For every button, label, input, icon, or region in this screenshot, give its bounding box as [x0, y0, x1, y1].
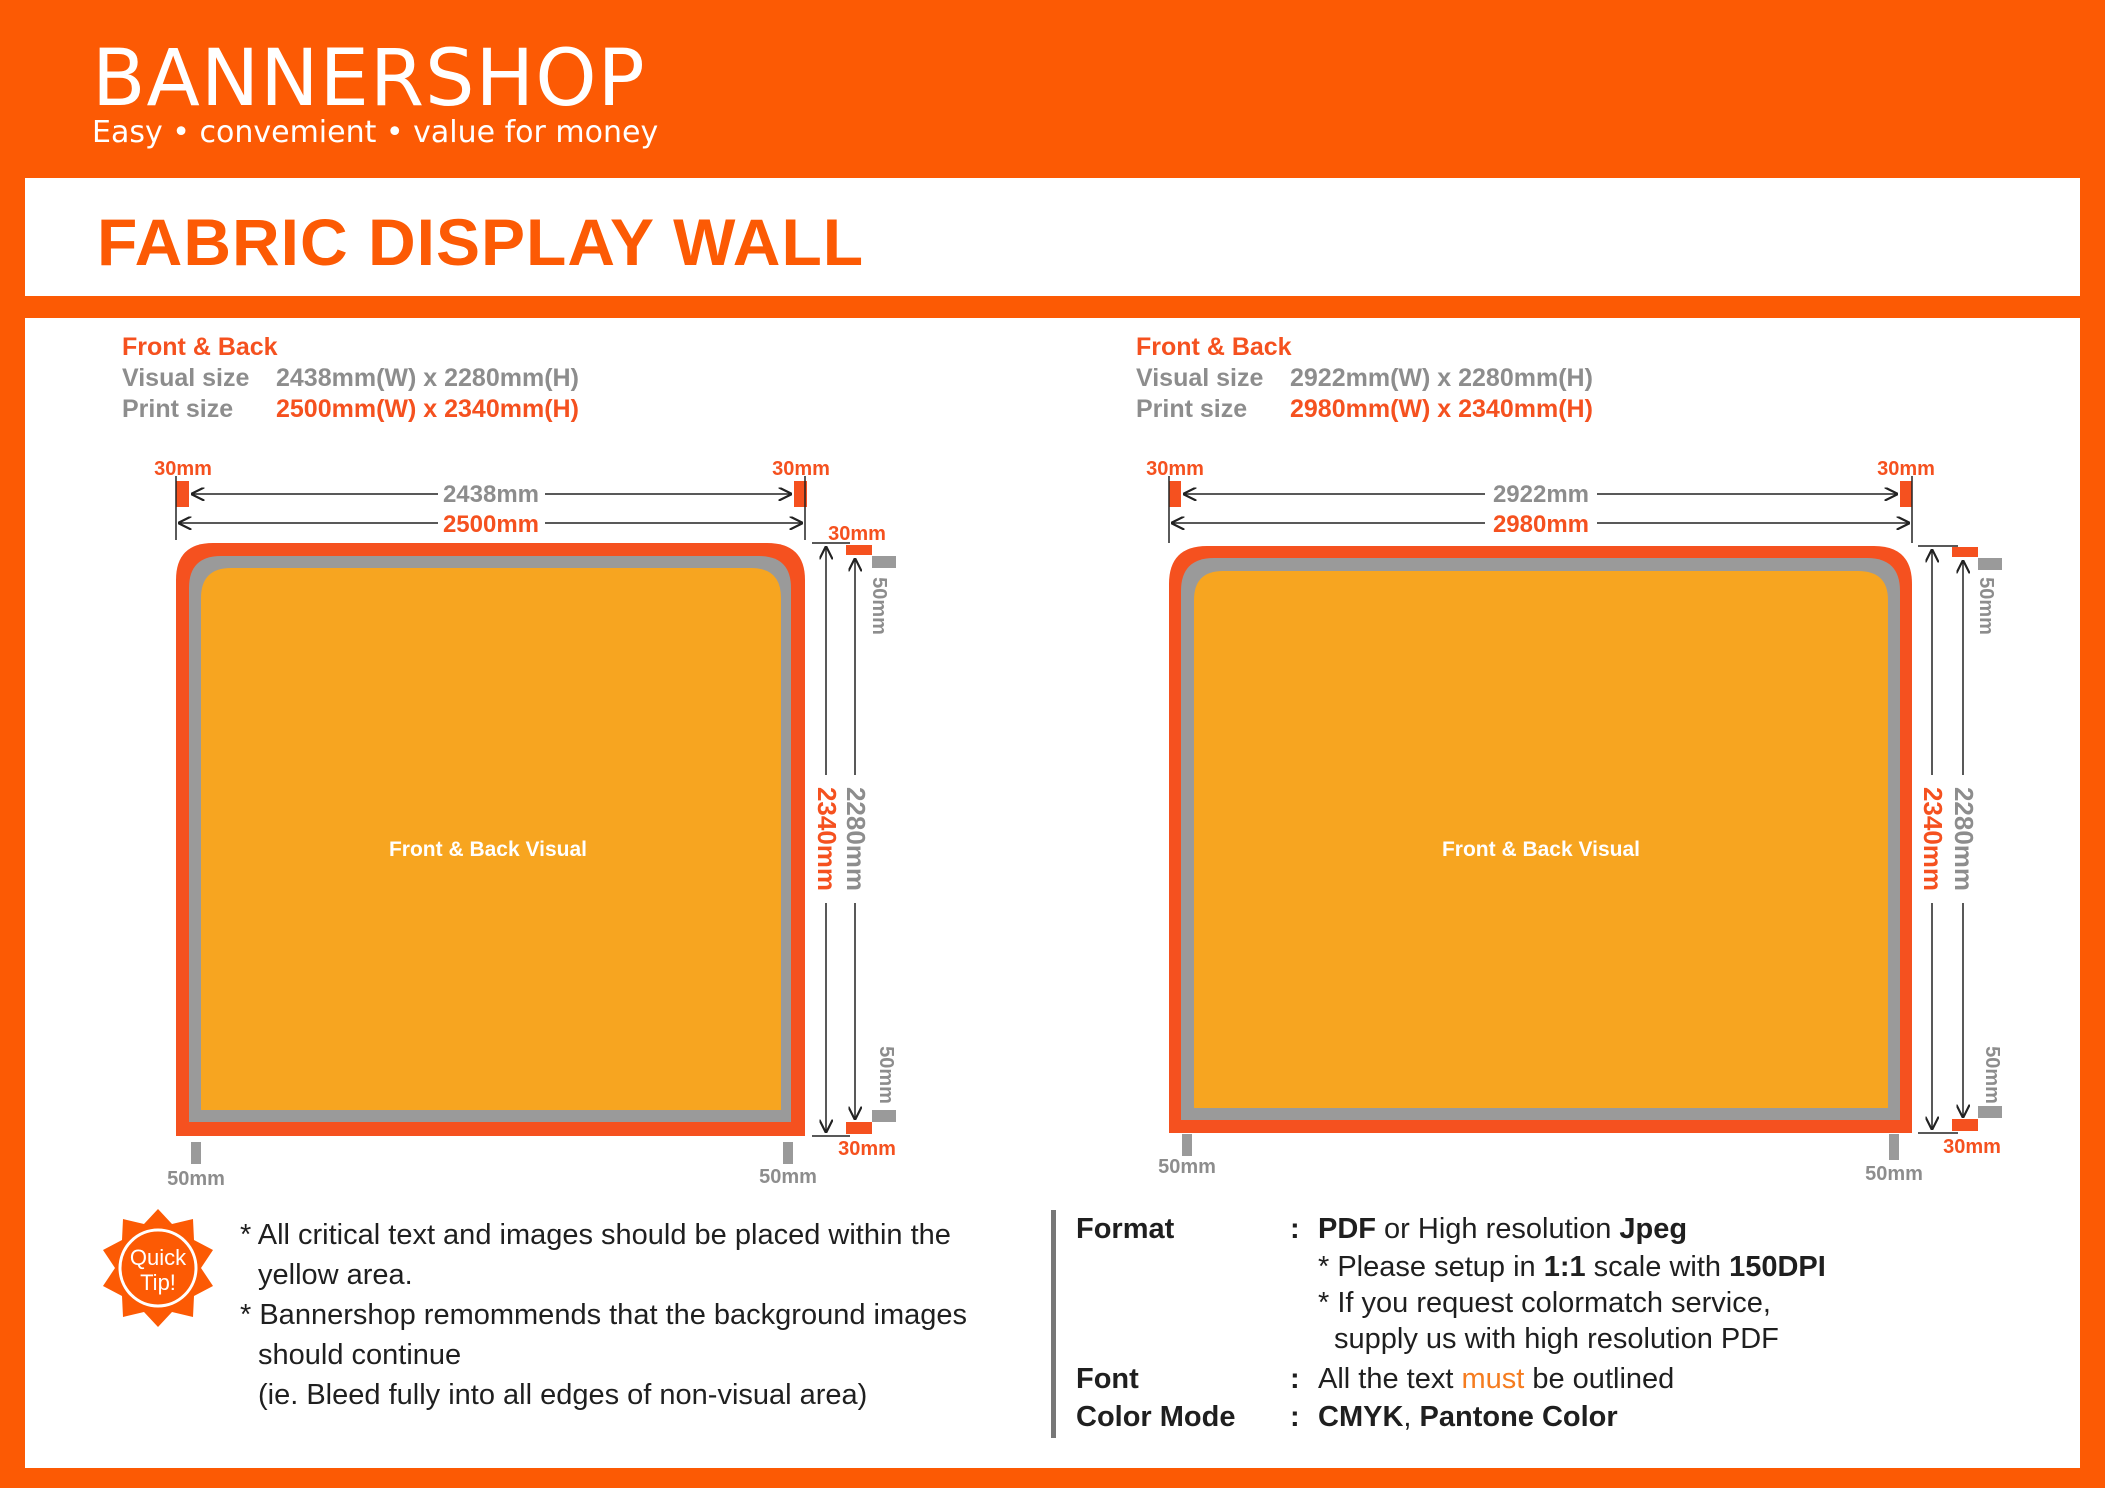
format-pdf: PDF [1318, 1213, 1376, 1245]
bleed-right-label: 30mm [1877, 458, 1935, 480]
visual-size-value: 2922mm(W) x 2280mm(H) [1290, 364, 1593, 392]
bleed-left-label: 30mm [1146, 458, 1204, 480]
diagram-2 [1146, 458, 2003, 1185]
gray-left-marker [191, 1142, 201, 1164]
font-value [1318, 1363, 1674, 1396]
setup-mid: scale with [1585, 1251, 1730, 1283]
tip-line-2: yellow area. [258, 1259, 413, 1291]
bleed-left-marker [176, 481, 189, 507]
visual-size-label: Visual size [122, 364, 250, 392]
color-mode-key: Color Mode [1076, 1401, 1236, 1433]
print-size-label: Print size [122, 395, 234, 423]
tip-line-5: (ie. Bleed fully into all edges of non-visual area) [258, 1379, 868, 1411]
print-width-label: 2980mm [1492, 511, 1590, 538]
gray-top-label: 50mm [1975, 577, 1997, 635]
setup-dpi: 150DPI [1729, 1251, 1826, 1283]
color-mode-colon: : [1290, 1401, 1300, 1433]
gray-left-label: 50mm [1158, 1156, 1216, 1178]
color-mode-value [1318, 1401, 1618, 1434]
print-size-value: 2500mm(W) x 2340mm(H) [276, 395, 579, 423]
bleed-top-marker [1952, 547, 1978, 557]
format-key: Format [1076, 1213, 1175, 1245]
gray-right-label: 50mm [759, 1166, 817, 1188]
font-colon: : [1290, 1363, 1300, 1395]
center-visual-label: Front & Back Visual [388, 838, 588, 861]
color-cmyk: CMYK [1318, 1401, 1404, 1433]
gray-top-label: 50mm [868, 577, 890, 635]
print-height-label: 2340mm [1918, 786, 1948, 892]
tip-line-2-wrap [240, 1255, 967, 1295]
gray-top-marker [1978, 558, 2002, 570]
bleed-bottom-label: 30mm [838, 1138, 896, 1160]
tip-line-4-wrap [240, 1335, 967, 1375]
gray-left-label: 50mm [167, 1168, 225, 1190]
bleed-left-marker [1169, 481, 1181, 507]
visual-height-label: 2280mm [1949, 786, 1979, 892]
brand-tagline: Easy • convemient • value for money [92, 115, 659, 150]
print-height-label: 2340mm [812, 786, 842, 892]
color-sep: , [1403, 1401, 1420, 1433]
visual-size-value: 2438mm(W) x 2280mm(H) [276, 364, 579, 392]
bleed-top-label: 30mm [828, 523, 886, 545]
font-post: be outlined [1524, 1363, 1675, 1395]
gray-bottom-label: 50mm [1981, 1046, 2003, 1104]
gray-bottom-marker [1978, 1106, 2002, 1118]
bleed-bottom-marker [846, 1122, 872, 1134]
colormatch-note-2: supply us with high resolution PDF [1334, 1323, 1779, 1355]
setup-scale: 1:1 [1543, 1251, 1586, 1283]
gray-bottom-marker [872, 1110, 896, 1122]
gray-bottom-label: 50mm [875, 1046, 897, 1104]
diagram-1-heading: Front & Back [122, 333, 278, 361]
divider [1051, 1210, 1056, 1438]
quick-tip-text [240, 1215, 967, 1415]
format-or: or High resolution [1376, 1213, 1620, 1245]
diagram-2-heading: Front & Back [1136, 333, 1292, 361]
brand-name: BANNERSHOP [92, 34, 646, 124]
visual-size-label: Visual size [1136, 364, 1264, 392]
font-pre: All the text [1318, 1363, 1462, 1395]
bleed-bottom-marker [1952, 1119, 1978, 1131]
bleed-bottom-label: 30mm [1943, 1136, 2001, 1158]
print-size-value: 2980mm(W) x 2340mm(H) [1290, 395, 1593, 423]
colormatch-note-1: * If you request colormatch service, [1318, 1287, 1771, 1319]
gray-right-marker [1889, 1134, 1899, 1160]
bleed-right-label: 30mm [772, 458, 830, 480]
print-width-label: 2500mm [442, 511, 540, 538]
tip-line-1: * All critical text and images should be placed within the [240, 1219, 951, 1251]
visual-width-label: 2922mm [1492, 481, 1590, 508]
visual-width-label: 2438mm [442, 481, 540, 508]
quick-tip-line1: Quick [129, 1245, 187, 1270]
setup-pre: * Please setup in [1318, 1251, 1544, 1283]
quick-tip-badge [103, 1209, 213, 1327]
format-value [1318, 1213, 1687, 1246]
gray-top-marker [872, 556, 896, 568]
color-pantone: Pantone Color [1419, 1401, 1618, 1433]
font-must: must [1461, 1363, 1525, 1395]
bleed-top-marker [846, 545, 872, 555]
bleed-right-marker [1900, 481, 1912, 507]
center-visual-label: Front & Back Visual [1441, 838, 1641, 861]
diagram-1 [154, 458, 897, 1190]
page-title: FABRIC DISPLAY WALL [97, 205, 865, 279]
tip-line-5-wrap [240, 1375, 967, 1415]
print-size-label: Print size [1136, 395, 1248, 423]
tip-line-3: * Bannershop remommends that the background images [240, 1299, 968, 1331]
setup-note [1318, 1251, 1826, 1284]
bleed-left-label: 30mm [154, 458, 212, 480]
gray-left-marker [1182, 1134, 1192, 1156]
gray-right-label: 50mm [1865, 1163, 1923, 1185]
quick-tip-line2: Tip! [140, 1270, 176, 1295]
format-jpeg: Jpeg [1619, 1213, 1688, 1245]
format-colon: : [1290, 1213, 1300, 1245]
font-key: Font [1076, 1363, 1139, 1395]
visual-height-label: 2280mm [841, 786, 871, 892]
gray-right-marker [783, 1142, 793, 1164]
tip-line-4: should continue [258, 1339, 462, 1371]
